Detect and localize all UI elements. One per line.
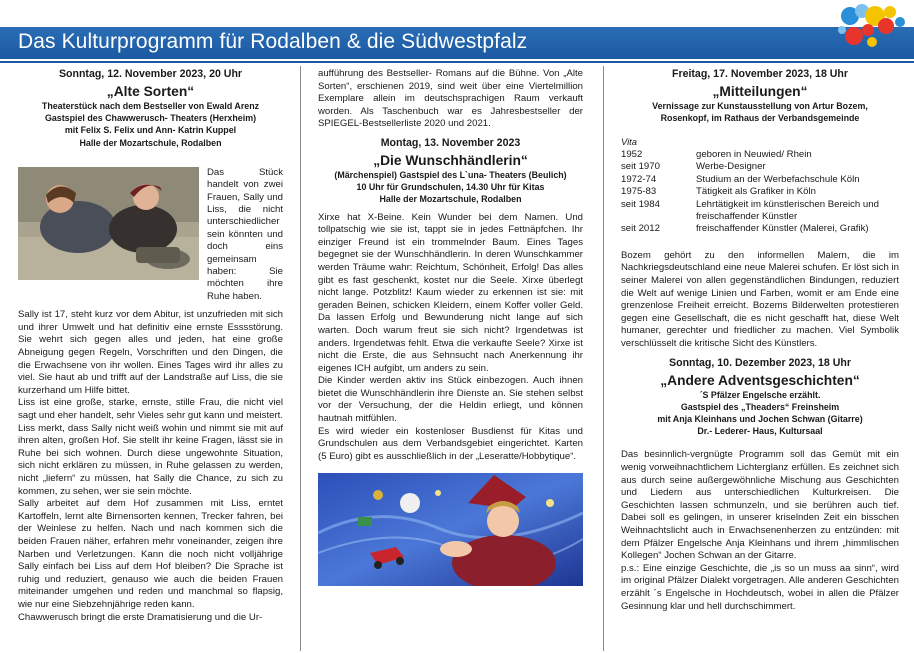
vita-row — [621, 161, 899, 173]
column-2 — [318, 68, 583, 586]
event-title: „Mitteilungen“ — [712, 84, 808, 99]
event-title: „Alte Sorten“ — [106, 84, 195, 99]
photo-caption-text: Das Stück handelt von zwei Frauen, Sally und Liss, die nicht unterschiedlicher sein könnten und doch eins gemeinsam haben: Sie möchten ihre Ruhe haben. — [207, 166, 283, 302]
column-3 — [621, 68, 899, 613]
event-subtitle: Theaterstück nach dem Bestseller von Ewald Arenz — [41, 101, 260, 111]
event-subtitle: mit Anja Kleinhans und Jochen Schwan (Gitarre) — [657, 414, 863, 424]
vita-row — [621, 149, 899, 161]
paragraph: Bozem gehört zu den informellen Malern, die im Nachkriegsdeutschland eine neue Malerei schufen. Er löst sich in seiner Malerei von allen gegenständlichen Bindungen, reduziert die Welt auf wenige Linien und Farben, womit er am Ende eine grenzenlose Freiheit erreicht. Bozems Bilderwelten protestieren gegen eine Gesellschaft, die es nicht geschafft hat, diese Welt humaner, gerechter und friedlicher zu machen. Viel Symbolik verschlüsselt die kritische Sicht des Künstlers. — [621, 249, 899, 349]
paragraph: Xirxe hat X-Beine. Kein Wunder bei dem Namen. Und tollpatschig wie sie ist, tappt sie in jedes Fettnäpfchen. Ihr einziger Freund ist ein trommelnder Baum. Eines Tages begegnet sie der Wunschhändlerin. In deren Wunschkammer werden Träume wahr: Reichtum, Schönheit, Erfolg! Das alles gibt es fast geschenkt, kostet nur die Seele. Xirxe überlegt nicht lange. Potzblitz! Kaum wieder zu erkennen ist sie: mit geraden Beinen, schicken Kleidern, einem Koffer voller Geld. Da lassen Erfolg und Bewunderung nicht lange auf sich warten. Doch warum freut sie sich nicht? Irgendetwas ist anders. Irgendetwas fehlt. Etwa die verkaufte Seele? Xirxe ist nicht die Erste, die aus Sehnsucht nach Anerkennung ihr eigenes ICH aufgibt, um anders zu sein. — [318, 211, 583, 374]
paragraph: aufführung des Bestseller- Romans auf die Bühne. Von „Alte Sorten“, erschienen 2019, sind weit über eine Viertelmillion Exemplare allein im deutschsprachigen Raum verkauft worden. Als Taschenbuch war es Jahresbestseller der SPIEGEL-Bestsellerliste 2020 und 2021. — [318, 68, 583, 130]
theater-photo — [18, 167, 199, 280]
column-divider — [603, 66, 604, 651]
event-venue: Halle der Mozartschule, Rodalben — [379, 194, 522, 205]
vita-year: seit 1984 — [621, 198, 660, 210]
column-divider — [300, 66, 301, 651]
paragraph: p.s.: Eine einzige Geschichte, die „is so un muss aa sinn“, wird im original Pfälzer Dialekt vorgetragen. Alle anderen Geschichten erzählt ´s Engelsche in Hochdeutsch, wobei in allen die Pfälzer Gesinnung klar und hell durchschimmert. — [621, 562, 899, 612]
event-subtitle: ´S Pfälzer Engelsche erzählt. — [699, 389, 821, 400]
vita-year: 1952 — [621, 149, 643, 160]
vita-text: Lehrtätigkeit im künstlerischen Bereich und freischaffender Künstler — [696, 198, 879, 223]
event-venue: Halle der Mozartschule, Rodalben — [79, 137, 222, 148]
vita-text: Studium an der Werbefachschule Köln — [696, 173, 860, 185]
vita-year: 1972-74 — [621, 173, 657, 185]
photo-row — [18, 167, 283, 303]
event-title: „Die Wunschhändlerin“ — [373, 152, 528, 168]
event-venue: Rosenkopf, im Rathaus der Verbandsgemeinde — [660, 113, 860, 124]
logo-bubbles — [828, 2, 914, 62]
event-date: Freitag, 17. November 2023, 18 Uhr — [671, 68, 849, 80]
vita-row — [621, 186, 899, 198]
vita-text: geboren in Neuwied/ Rhein — [696, 149, 812, 160]
vita-row — [621, 174, 899, 186]
event-subtitle: Vernissage zur Kunstausstellung von Artur Bozem, — [652, 101, 868, 111]
paragraph: Das besinnlich-vergnügte Programm soll das Gemüt mit ein wenig vorweihnachtlichem Lichterglanz erfüllen. Es zeichnet sich aus durch seine außergewöhnliche Mischung aus Geschichten und Liedern aus unterschiedlichen Kulturkreisen. Die Geschichten lassen schmunzeln, und sie berühren auch tief. Dabei soll es gelingen, in unserer kriselnden Zeit ein bisschen Weihnachtslicht auch in Erwachsenenherzen zu entzünden: mit dem Pfälzer Engelsche Anja Kleinhans und ihrem „himmlischen Kollegen“ Jochen Schwan an der Gitarre. — [621, 449, 899, 562]
paragraph: Es wird wieder ein kostenloser Busdienst für Kitas und Grundschulen aus dem Verbandsgebiet eingerichtet. Karten (5 Euro) gibt es ausschließlich in der „Leseratte/Hobbytique“. — [318, 425, 583, 462]
vita-year: seit 2012 — [621, 223, 660, 235]
page-title: Das Kulturprogramm für Rodalben & die Südwestpfalz — [18, 30, 528, 53]
vita-text: Werbe-Designer — [696, 161, 766, 173]
fairy-tale-photo — [318, 473, 583, 586]
event-venue: Dr.- Lederer- Haus, Kultursaal — [697, 426, 823, 437]
paragraph: Liss ist eine große, starke, ernste, stille Frau, die nicht viel sagt und eher handelt, sehr Vieles sehr gut kann und meistert. Liss merkt, dass Sally nicht weiß wohin und nimmt sie mit auf ihren alten, großen Hof. Sie stellt ihr keine Fragen, lässt sie in Ruhe bei sich wohnen. Durch diese ungewohnte Situation, sich nicht erklären zu müssen, in Ruhe gelassen zu werden, nicht „liefern“ zu müssen, hat Sally die Chance, zu sich zu kommen, zu sehen, wer sie sein möchte. — [18, 397, 283, 497]
paragraph: Chawwerusch bringt die erste Dramatisierung und die Ur- — [18, 611, 263, 623]
event-date: Sonntag, 10. Dezember 2023, 18 Uhr — [669, 356, 851, 369]
event-subtitle: Gastspiel des „Theaders“ Freinsheim — [680, 401, 840, 412]
vita-row — [621, 199, 899, 224]
vita-label: Vita — [621, 136, 637, 148]
header-rule — [0, 61, 914, 63]
vita-text: freischaffender Künstler (Malerei, Grafik) — [696, 223, 869, 235]
paragraph: Die Kinder werden aktiv ins Stück einbezogen. Auch ihnen bietet die Wunschhändlerin ihre Dienste an. Sie stehen selbst vor der Versuchung, der die Heldin erliegt, und können hautnah mitfühlen. — [318, 375, 583, 425]
page-header — [0, 0, 914, 63]
column-1 — [18, 68, 283, 624]
event-date: Montag, 13. November 2023 — [380, 136, 521, 149]
vita-text: Tätigkeit als Grafiker in Köln — [696, 186, 816, 198]
event-date: Sonntag, 12. November 2023, 20 Uhr — [58, 68, 243, 80]
vita-year: 1975-83 — [621, 186, 657, 198]
vita-year: seit 1970 — [621, 161, 660, 173]
event-subtitle: Gastspiel des Chawwerusch- Theaters (Herxheim) — [44, 113, 257, 124]
paragraph: Sally ist 17, steht kurz vor dem Abitur, ist unzufrieden mit sich und ihrer Umwelt und hat definitiv eine ernste Esssstörung. Sie wehrt sich gegen alles und jeden, hat eine große Abneigung gegen Regeln, Vorschriften und den Dingen, die die Erwachsene von ihr wollen. Eines Tages wird ihr alles zu viel. Sie haut ab und trifft auf der Landstraße auf Liss, die sie kurzerhand um Hilfe bittet. — [18, 309, 283, 396]
paragraph: Sally arbeitet auf dem Hof zusammen mit Liss, erntet Kartoffeln, lernt alte Birnensorten kennen, Trecker fahren, bei der Weinlese zu helfen. Nach und nach kommen sich die beiden Frauen näher, erfahren mehr voneinander, zeigen ihre Narben und Verletzungen. Kann die noch nicht volljährige Sally einfach bei Liss auf dem Hof bleiben? Die Sprache ist ruhig und reduziert, genauso wie auch die beiden Frauen miteinander umgehen und reden und manchmal so flapsig, wie nur eine Siebzehnjährige reden kann. — [18, 498, 283, 610]
event-subtitle: mit Felix S. Felix und Ann- Katrin Kuppel — [64, 125, 237, 136]
vita-row — [621, 223, 899, 235]
event-subtitle: (Märchenspiel) Gastspiel des L`una- Theaters (Beulich) — [334, 169, 567, 180]
event-subtitle: 10 Uhr für Grundschulen, 14.30 Uhr für Kitas — [356, 182, 545, 193]
event-title: „Andere Adventsgeschichten“ — [660, 372, 860, 388]
